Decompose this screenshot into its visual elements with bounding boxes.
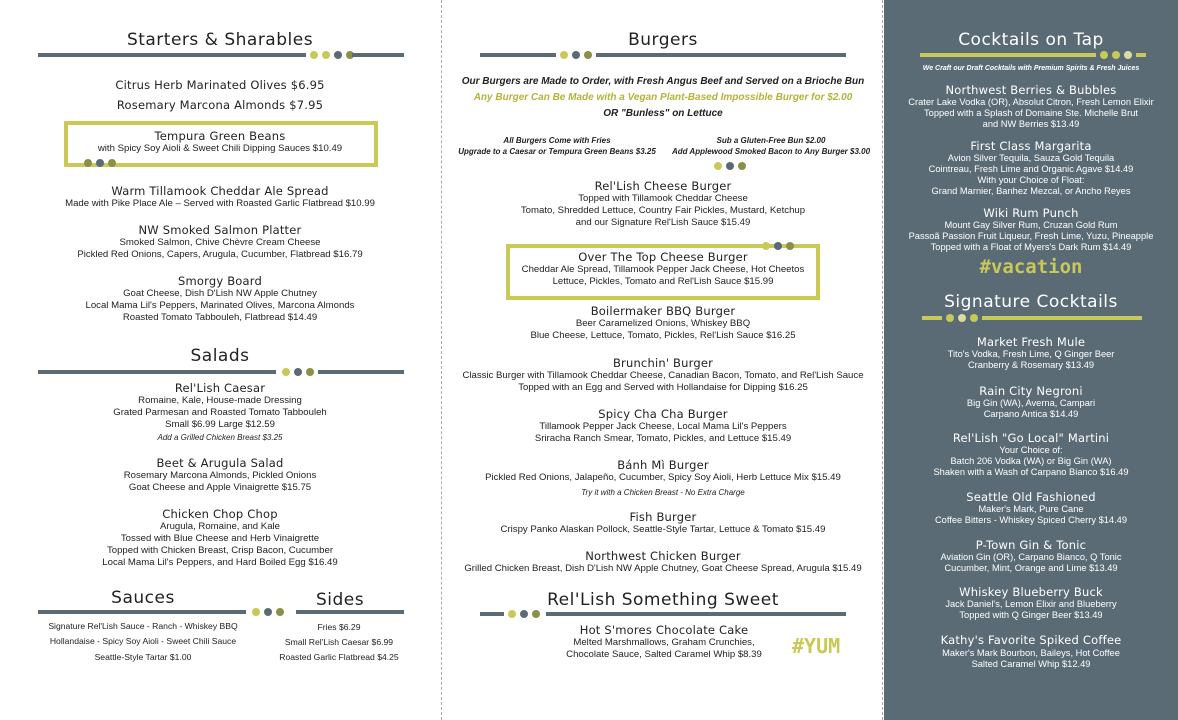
fold-line <box>441 0 442 720</box>
margarita-desc: Avion Silver Tequila, Sauza Gold Tequila <box>947 153 1115 163</box>
nw-berries-desc: Crater Lake Vodka (OR), Absolut Citron, Fresh Lemon Elixir <box>908 97 1154 107</box>
banh-mi-note: Try it with a Chicken Breast - No Extra Charge <box>581 488 745 497</box>
beet-desc: Rosemary Marcona Almonds, Pickled Onions <box>123 470 317 481</box>
decor-dots <box>762 242 794 250</box>
divider <box>596 53 846 57</box>
warm-spread-name: Warm Tillamook Cheddar Ale Spread <box>111 184 329 198</box>
mule-desc: Tito's Vodka, Fresh Lime, Q Ginger Beer <box>947 349 1115 359</box>
relish-burger-desc: and our Signature Rel'Lish Sauce $15.49 <box>575 217 751 228</box>
signature-heading: Signature Cocktails <box>944 292 1118 312</box>
rum-punch-desc: Mount Gay Silver Rum, Cruzan Gold Rum <box>944 220 1118 230</box>
fries-note: Upgrade to a Caesar or Tempura Green Beans $3.25 <box>458 147 656 156</box>
cocktails-heading: Cocktails on Tap <box>958 30 1104 50</box>
blueberry-buck-desc: Topped with Q Ginger Beer $13.49 <box>959 610 1103 620</box>
burgers-vegan-note: Any Burger Can Be Made with a Vegan Plant-Based Impossible Burger for $2.00 <box>473 92 853 103</box>
middle-panel <box>444 0 882 720</box>
old-fashioned-name: Seattle Old Fashioned <box>966 490 1096 504</box>
tempura-name: Tempura Green Beans <box>154 129 286 143</box>
divider <box>480 53 556 57</box>
banh-mi-burger-name: Bánh Mì Burger <box>617 458 709 472</box>
tempura-desc: with Spicy Soy Aioli & Sweet Chili Dipping Sauces $10.49 <box>97 143 343 154</box>
negroni-desc: Carpano Antica $14.49 <box>983 409 1079 419</box>
decor-dots <box>282 368 314 376</box>
nw-berries-desc: Topped with a Splash of Domaine Ste. Michelle Brut <box>924 108 1138 118</box>
fries-note: All Burgers Come with Fries <box>503 136 611 145</box>
decor-dots <box>252 608 284 616</box>
cake-desc: Melted Marshmallows, Graham Crunchies, <box>573 637 755 648</box>
mule-name: Market Fresh Mule <box>976 335 1086 349</box>
decor-dots <box>714 162 746 170</box>
chop-desc: Tossed with Blue Cheese and Herb Vinaigrette <box>120 533 320 544</box>
negroni-name: Rain City Negroni <box>979 384 1083 398</box>
divider <box>982 316 1142 320</box>
caesar-note: Add a Grilled Chicken Breast $3.25 <box>157 433 283 442</box>
martini-desc: Your Choice of: <box>999 445 1063 455</box>
margarita-desc: With your Choice of Float: <box>977 175 1085 185</box>
brunch-burger-desc: Topped with an Egg and Served with Hollandaise for Dipping $16.25 <box>518 382 808 393</box>
decor-dots <box>84 159 116 167</box>
banh-mi-burger-desc: Pickled Red Onions, Jalapeño, Cucumber, Spicy Soy Aioli, Herb Lettuce Mix $15.49 <box>485 472 841 483</box>
left-panel <box>0 0 440 720</box>
relish-burger-desc: Topped with Tillamook Cheddar Cheese <box>578 193 748 204</box>
rum-punch-desc: Topped with a Float of Myers's Dark Rum $14.49 <box>930 242 1132 252</box>
mule-desc: Cranberry & Rosemary $13.49 <box>967 360 1095 370</box>
brunch-burger-desc: Classic Burger with Tillamook Cheddar Cheese, Canadian Bacon, Tomato, and Rel'Lish Sauce <box>462 370 864 381</box>
brunch-burger-name: Brunchin' Burger <box>612 356 714 370</box>
cake-desc: Chocolate Sauce, Salted Caramel Whip $8.39 <box>566 649 762 660</box>
fish-burger-desc: Crispy Panko Alaskan Pollock, Seattle-Style Tartar, Lettuce & Tomato $15.49 <box>500 524 826 535</box>
beet-desc: Goat Cheese and Apple Vinaigrette $15.75 <box>128 482 312 493</box>
divider <box>920 53 1096 57</box>
right-panel <box>884 0 1178 720</box>
smorgy-desc: Goat Cheese, Dish D'Lish NW Apple Chutney <box>123 288 317 299</box>
caesar-price: Small $6.99 Large $12.59 <box>165 419 275 430</box>
divider <box>352 53 404 57</box>
sweet-heading: Rel'Lish Something Sweet <box>547 590 779 610</box>
divider <box>922 316 942 320</box>
spicy-burger-desc: Sriracha Ranch Smear, Tomato, Pickles, and Lettuce $15.49 <box>534 433 792 444</box>
margarita-desc: Grand Marnier, Banhez Mezcal, or Ancho Reyes <box>931 186 1131 196</box>
burgers-heading: Burgers <box>628 30 698 50</box>
salads-heading: Salads <box>190 346 250 366</box>
relish-burger-name: Rel'Lish Cheese Burger <box>594 179 732 193</box>
spicy-burger-name: Spicy Cha Cha Burger <box>598 407 728 421</box>
olives-item: Citrus Herb Marinated Olives $6.95 <box>115 78 325 92</box>
starters-heading: Starters & Sharables <box>126 30 314 50</box>
smorgy-desc: Roasted Tomato Tabbouleh, Flatbread $14.49 <box>122 312 318 323</box>
sides-item: Small Rel'Lish Caesar $6.99 <box>284 637 394 647</box>
spiked-coffee-desc: Maker's Mark Bourbon, Baileys, Hot Coffee <box>942 648 1120 658</box>
gin-tonic-desc: Cucumber, Mint, Orange and Lime $13.49 <box>944 563 1118 573</box>
negroni-desc: Big Gin (WA), Averna, Campari <box>966 398 1096 408</box>
ott-burger-desc: Lettuce, Pickles, Tomato and Rel'Lish Sauce $15.99 <box>552 276 774 287</box>
bbq-burger-desc: Blue Cheese, Lettuce, Tomato, Pickles, Rel'Lish Sauce $16.25 <box>530 330 796 341</box>
divider <box>38 53 306 57</box>
old-fashioned-desc: Maker's Mark, Pure Cane <box>978 504 1084 514</box>
chop-desc: Topped with Chicken Breast, Crisp Bacon, Cucumber <box>106 545 334 556</box>
gin-tonic-name: P-Town Gin & Tonic <box>975 538 1087 552</box>
blueberry-buck-name: Whiskey Blueberry Buck <box>959 585 1103 599</box>
fold-line <box>882 0 883 720</box>
bacon-note: Add Applewood Smoked Bacon to Any Burger $3.00 <box>671 147 871 156</box>
divider <box>296 610 404 614</box>
craft-note: We Craft our Draft Cocktails with Premium Spirits & Fresh Juices <box>922 65 1140 72</box>
beet-name: Beet & Arugula Salad <box>156 456 284 470</box>
decor-dots <box>310 51 354 59</box>
divider <box>480 612 504 616</box>
sides-item: Fries $6.29 <box>317 622 361 632</box>
sauces-price: Seattle-Style Tartar $1.00 <box>94 652 192 662</box>
burgers-bunless-note: OR "Bunless" on Lettuce <box>603 108 723 119</box>
divider <box>318 370 404 374</box>
warm-spread-desc: Made with Pike Place Ale – Served with Roasted Garlic Flatbread $10.99 <box>65 198 375 209</box>
salmon-name: NW Smoked Salmon Platter <box>138 223 302 237</box>
smorgy-desc: Local Mama Lil's Peppers, Marinated Olives, Marcona Almonds <box>85 300 355 311</box>
sauces-list: Signature Rel'Lish Sauce - Ranch - Whiskey BBQ <box>48 621 238 631</box>
martini-desc: Shaken with a Wash of Carpano Bianco $16.49 <box>933 467 1129 477</box>
margarita-name: First Class Margarita <box>970 139 1092 153</box>
vacation-hashtag: #vacation <box>979 256 1083 278</box>
gin-tonic-desc: Aviation Gin (OR), Carpano Bianco, Q Tonic <box>940 552 1122 562</box>
gluten-free-note: Sub a Gluten-Free Bun $2.00 <box>716 136 826 145</box>
martini-name: Rel'Lish "Go Local" Martini <box>952 431 1110 445</box>
bbq-burger-name: Boilermaker BBQ Burger <box>590 304 736 318</box>
decor-dots <box>1100 51 1132 59</box>
caesar-name: Rel'Lish Caesar <box>174 381 266 395</box>
spiked-coffee-desc: Salted Caramel Whip $12.49 <box>971 659 1091 669</box>
divider <box>1136 53 1146 57</box>
chop-desc: Local Mama Lil's Peppers, and Hard Boiled Egg $16.49 <box>102 557 338 568</box>
almonds-item: Rosemary Marcona Almonds $7.95 <box>116 98 324 112</box>
sauces-list: Hollandaise - Spicy Soy Aioli - Sweet Chili Sauce <box>49 636 237 646</box>
margarita-desc: Cointreau, Fresh Lime and Organic Agave $14.49 <box>928 164 1134 174</box>
smorgy-name: Smorgy Board <box>177 274 263 288</box>
spicy-burger-desc: Tillamook Pepper Jack Cheese, Local Mama Lil's Peppers <box>539 421 787 432</box>
ott-burger-name: Over The Top Cheese Burger <box>578 250 748 264</box>
nw-chicken-burger-desc: Grilled Chicken Breast, Dish D'Lish NW Apple Chutney, Goat Cheese Spread, Arugula $15.49 <box>464 563 862 574</box>
chop-name: Chicken Chop Chop <box>162 507 278 521</box>
salmon-desc: Pickled Red Onions, Capers, Arugula, Cucumber, Flatbread $16.79 <box>77 249 363 260</box>
rum-punch-name: Wiki Rum Punch <box>983 206 1079 220</box>
sides-heading: Sides <box>315 590 365 610</box>
yum-hashtag: #YUM <box>792 634 841 658</box>
sides-item: Roasted Garlic Flatbread $4.25 <box>279 652 399 662</box>
spiked-coffee-name: Kathy's Favorite Spiked Coffee <box>940 633 1122 647</box>
decor-dots <box>508 610 540 618</box>
old-fashioned-desc: Coffee Bitters - Whiskey Spiced Cherry $14.49 <box>934 515 1128 525</box>
bbq-burger-desc: Beer Caramelized Onions, Whiskey BBQ <box>575 318 751 329</box>
caesar-desc: Romaine, Kale, House-made Dressing <box>138 395 302 406</box>
ott-burger-desc: Cheddar Ale Spread, Tillamook Pepper Jack Cheese, Hot Cheetos <box>521 264 805 275</box>
rum-punch-desc: Passoã Passion Fruit Liqueur, Fresh Lime, Yuzu, Pineapple <box>908 231 1154 241</box>
divider <box>546 612 846 616</box>
burgers-intro: Our Burgers are Made to Order, with Fresh Angus Beef and Served on a Brioche Bun <box>461 76 865 87</box>
nw-berries-name: Northwest Berries & Bubbles <box>945 83 1117 97</box>
fish-burger-name: Fish Burger <box>629 510 697 524</box>
decor-dots <box>946 314 978 322</box>
sauces-heading: Sauces <box>111 588 175 608</box>
caesar-desc: Grated Parmesan and Roasted Tomato Tabbouleh <box>113 407 327 418</box>
chop-desc: Arugula, Romaine, and Kale <box>160 521 280 532</box>
nw-berries-desc: and NW Berries $13.49 <box>982 119 1080 129</box>
divider <box>38 610 246 614</box>
cake-name: Hot S'mores Chocolate Cake <box>579 623 749 637</box>
salmon-desc: Smoked Salmon, Chive Chèvre Cream Cheese <box>119 237 321 248</box>
blueberry-buck-desc: Jack Daniel's, Lemon Elixir and Blueberry <box>945 599 1117 609</box>
relish-burger-desc: Tomato, Shredded Lettuce, Country Fair Pickles, Mustard, Ketchup <box>520 205 806 216</box>
martini-desc: Batch 206 Vodka (WA) or Big Gin (WA) <box>950 456 1112 466</box>
divider <box>38 370 276 374</box>
decor-dots <box>560 51 592 59</box>
nw-chicken-burger-name: Northwest Chicken Burger <box>585 549 741 563</box>
